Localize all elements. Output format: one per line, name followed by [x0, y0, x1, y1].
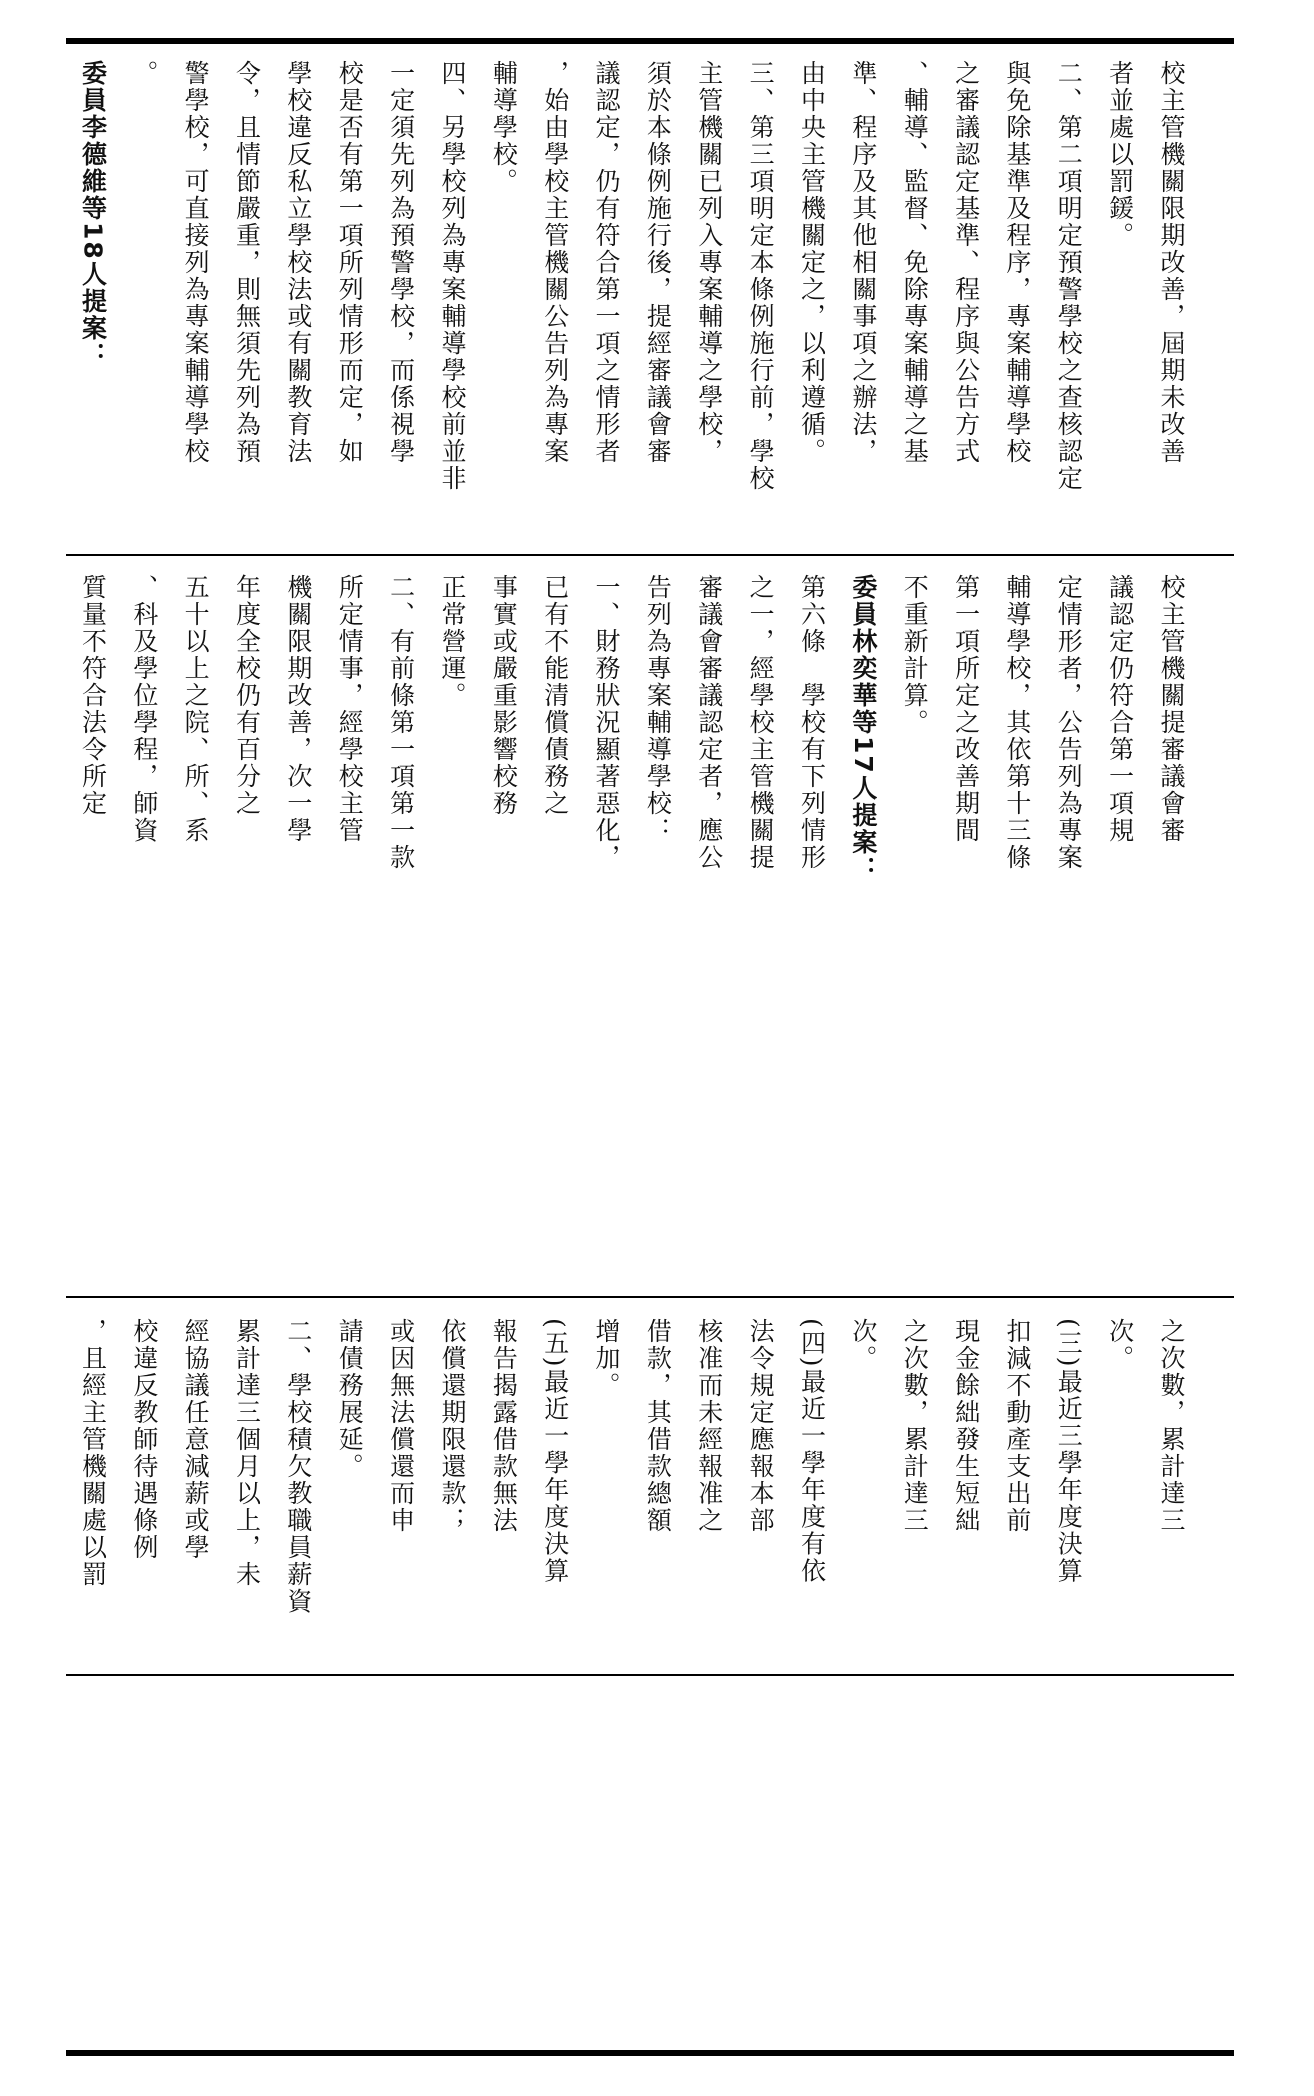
- text-column: 次。: [848, 1318, 878, 1372]
- text-column: 。: [129, 60, 159, 87]
- text-column: 或因無法償還而申: [386, 1318, 416, 1534]
- text-column: 輔導學校，其依第十三條: [1002, 574, 1032, 871]
- text-column: 累計達三個月以上，未: [232, 1318, 262, 1588]
- text-column: 學校違反私立學校法或有關教育法: [283, 60, 313, 465]
- text-column: 請債務展延。: [335, 1318, 365, 1480]
- text-column: 現金餘絀發生短絀: [951, 1318, 981, 1534]
- text-column: 年度全校仍有百分之: [232, 574, 262, 817]
- text-column: 質量不符合法令所定: [78, 574, 108, 817]
- text-column: 報告揭露借款無法: [489, 1318, 519, 1534]
- text-column: 二、有前條第一項第一款: [386, 574, 416, 871]
- text-column: 由中央主管機關定之，以利遵循。: [797, 60, 827, 465]
- proposal-heading: 委員李德維等18人提案：: [78, 60, 108, 369]
- text-column: 第一項所定之改善期間: [951, 574, 981, 844]
- bottom-rule: [66, 2050, 1234, 2056]
- proposal-heading: 委員林奕華等17人提案：: [848, 574, 878, 883]
- text-column: 警學校，可直接列為專案輔導學校: [181, 60, 211, 465]
- text-column: 議認定，仍有符合第一項之情形者: [592, 60, 622, 465]
- text-column: 告列為專案輔導學校：: [643, 574, 673, 844]
- text-column: 之次數，累計達三: [1157, 1318, 1186, 1534]
- text-column: 校違反教師待遇條例: [129, 1318, 159, 1561]
- text-column: 一、財務狀況顯著惡化，: [592, 574, 622, 871]
- text-column: 校是否有第一項所列情形而定，如: [335, 60, 365, 465]
- text-columns: [66, 1304, 1234, 1670]
- text-column: 一定須先列為預警學校，而係視學: [386, 60, 416, 465]
- explanation-cell: [66, 52, 1234, 550]
- text-column: (三)最近三學年度決算: [1054, 1318, 1084, 1585]
- text-column: 審議會審議認定者，應公: [694, 574, 724, 871]
- text-column: 機關限期改善，次一學: [283, 574, 313, 844]
- text-column: 議認定仍符合第一項規: [1105, 574, 1135, 844]
- text-column: 四、另學校列為專案輔導學校前並非: [437, 60, 467, 492]
- text-column: (四)最近一學年度有依: [797, 1318, 827, 1585]
- text-column: 扣減不動產支出前: [1002, 1318, 1032, 1534]
- text-column: (五)最近一學年度決算: [540, 1318, 570, 1585]
- row-divider: [66, 1296, 1234, 1298]
- text-column: 所定情事，經學校主管: [335, 574, 365, 844]
- text-column: 校主管機關限期改善，屆期未改善: [1157, 60, 1186, 465]
- text-column: 核准而未經報准之: [694, 1318, 724, 1534]
- text-column: 準、程序及其他相關事項之辦法，: [848, 60, 878, 465]
- text-column: 第六條 學校有下列情形: [797, 574, 827, 871]
- text-column: 定情形者，公告列為專案: [1054, 574, 1084, 871]
- text-column: ，始由學校主管機關公告列為專案: [540, 60, 570, 465]
- text-column: 之次數，累計達三: [900, 1318, 930, 1534]
- text-column: 三、第三項明定本條例施行前，學校: [746, 60, 776, 492]
- text-column: 正常營運。: [437, 574, 467, 709]
- text-column: 主管機關已列入專案輔導之學校，: [694, 60, 724, 465]
- text-column: 、輔導、監督、免除專案輔導之基: [900, 60, 930, 465]
- text-column: 事實或嚴重影響校務: [489, 574, 519, 817]
- text-column: 須於本條例施行後，提經審議會審: [643, 60, 673, 465]
- text-column: 增加。: [592, 1318, 622, 1399]
- text-column: ，且經主管機關處以罰: [78, 1318, 108, 1588]
- text-column: 依償還期限還款；: [437, 1318, 467, 1534]
- text-column: 與免除基準及程序，專案輔導學校: [1002, 60, 1032, 465]
- text-columns: [66, 562, 1234, 1292]
- text-column: 輔導學校。: [489, 60, 519, 195]
- row-divider: [66, 1674, 1234, 1676]
- text-column: 、科及學位學程，師資: [129, 574, 159, 844]
- text-column: 已有不能清償債務之: [540, 574, 570, 817]
- text-column: 法令規定應報本部: [746, 1318, 776, 1534]
- top-rule: [66, 38, 1234, 44]
- text-column: 之審議認定基準、程序與公告方式: [951, 60, 981, 465]
- text-column: 者並處以罰鍰。: [1105, 60, 1135, 249]
- text-column: 之一，經學校主管機關提: [746, 574, 776, 871]
- text-column: 不重新計算。: [900, 574, 930, 736]
- article-cell: [66, 1304, 1234, 1670]
- text-column: 令，且情節嚴重，則無須先列為預: [232, 60, 262, 465]
- text-column: 五十以上之院、所、系: [181, 574, 211, 844]
- text-column: 次。: [1105, 1318, 1135, 1372]
- text-column: 校主管機關提審議會審: [1157, 574, 1186, 844]
- text-column: 二、第二項明定預警學校之查核認定: [1054, 60, 1084, 492]
- text-column: 借款，其借款總額: [643, 1318, 673, 1534]
- row-divider: [66, 554, 1234, 556]
- proposal-cell: [66, 562, 1234, 1292]
- text-column: 經協議任意減薪或學: [181, 1318, 211, 1561]
- text-column: 二、學校積欠教職員薪資: [283, 1318, 313, 1615]
- text-columns: [66, 52, 1234, 550]
